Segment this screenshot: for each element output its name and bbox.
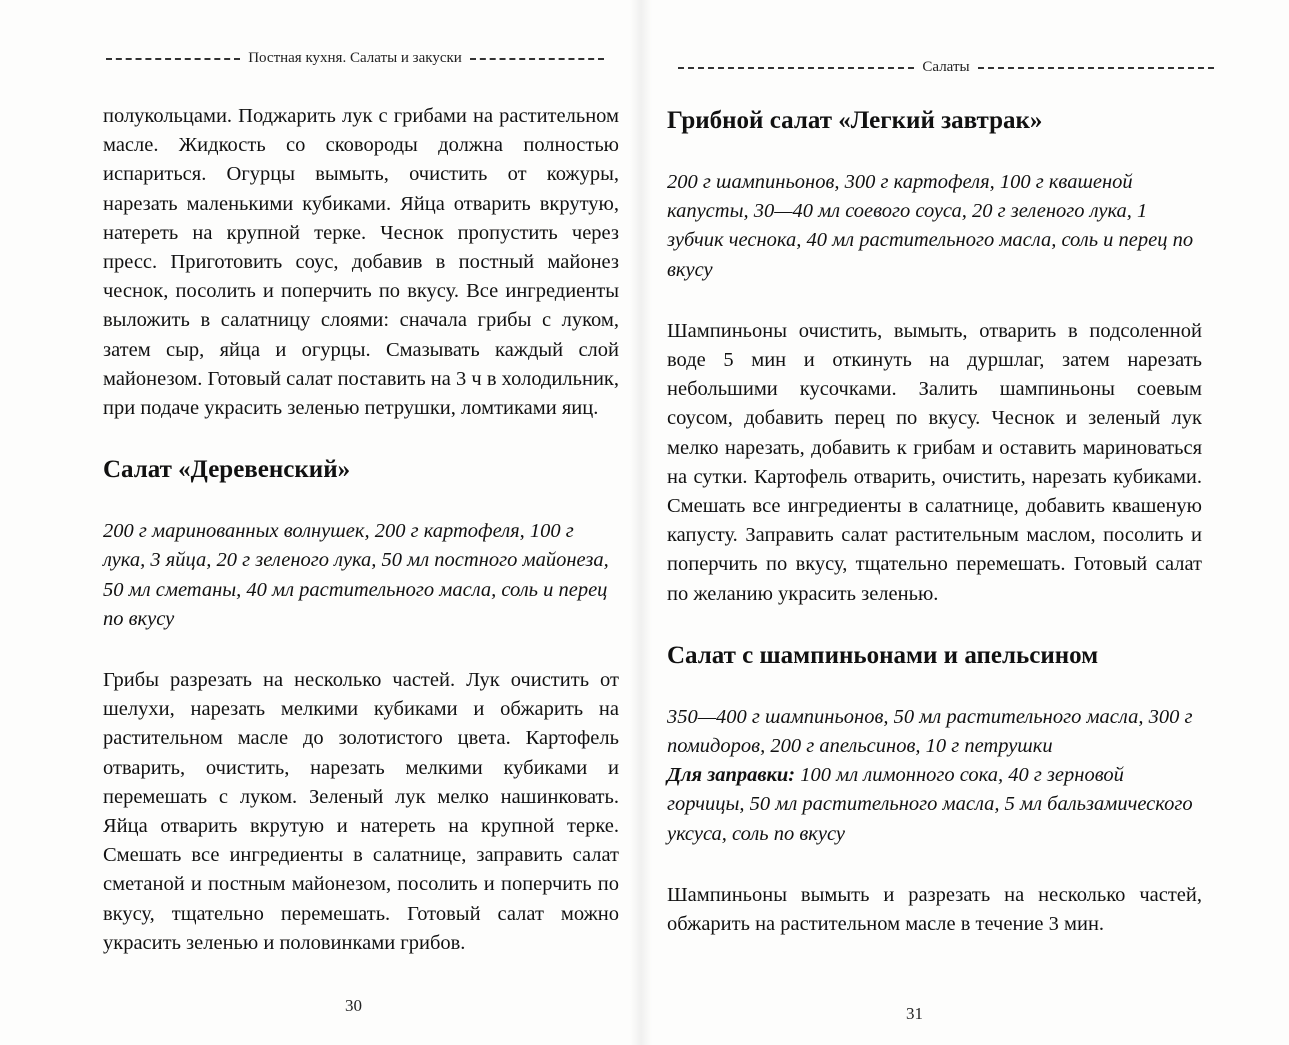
running-head-text: Постная кухня. Салаты и закуски — [248, 50, 462, 66]
ingredients-text: 350—400 г шампиньонов, 50 мл растительного масла, 300 г помидоров, 200 г апельсинов, 10 г петрушки — [667, 705, 1193, 758]
dash-rule — [470, 58, 604, 60]
right-page-content — [667, 106, 1202, 939]
recipe-method: Шампиньоны вымыть и разрезать на несколько частей, обжарить на растительном масле в течение 3 мин. — [667, 883, 1202, 936]
dressing-label: Для заправки: — [667, 764, 796, 787]
dressing-ingredients: 100 мл лимонного сока, 40 г зерновой горчицы, 50 мл растительного масла, 5 мл бальзамического уксуса, соль по вкусу — [667, 764, 1193, 845]
left-page — [0, 0, 640, 1045]
running-head-left — [106, 50, 604, 67]
page-number: 31 — [906, 1004, 923, 1023]
recipe-method: Грибы разрезать на несколько частей. Лук очистить от шелухи, нарезать мелкими кубиками и обжарить на растительном масле до золотистого цвета. Картофель отварить, очистить, нарезать мелкими кубиками и перемешать с луком. Зеленый лук мелко нашинковать. Яйца отварить вкрутую и натереть на крупной терке. Смешать все ингредиенты в салатнице, заправить салат сметаной и постным майонезом, посолить и поперчить по вкусу, тщательно перемешать. Готовый салат можно украсить зеленью и половинками грибов. — [103, 669, 619, 954]
running-head-text: Салаты — [922, 59, 970, 75]
recipe-ingredients — [667, 703, 1202, 849]
recipe-ingredients: 200 г шампиньонов, 300 г картофеля, 100 г квашеной капусты, 30—40 мл соевого соуса, 20 г зеленого лука, 1 зубчик чеснока, 40 мл растительного масла, соль и перец по вкусу — [667, 171, 1194, 281]
recipe-title: Салат с шампиньонами и апельсином — [667, 641, 1099, 669]
recipe-ingredients: 200 г маринованных волнушек, 200 г картофеля, 100 г лука, 3 яйца, 20 г зеленого лука, 50 мл постного майонеза, 50 мл сметаны, 40 мл растительного масла, соль и перец по вкусу — [103, 520, 609, 630]
dash-rule — [978, 67, 1214, 69]
continuation-paragraph: полукольцами. Поджарить лук с грибами на растительном масле. Жидкость со сковороды должна полностью испариться. Огурцы вымыть, очистить от кожуры, нарезать маленькими кубиками. Яйца отварить вкрутую, натереть на крупной терке. Чеснок пропустить через пресс. Приготовить соус, добавив в постный майонез чеснок, посолить и поперчить по вкусу. Все ингредиенты выложить в салатницу слоями: сначала грибы с луком, затем сыр, яйца и огурцы. Смазывать каждый слой майонезом. Готовый салат поставить на 3 ч в холодильник, при подаче украсить зеленью петрушки, ломтиками яиц. — [103, 105, 619, 420]
recipe-title: Грибной салат «Легкий завтрак» — [667, 107, 1043, 134]
dash-rule — [678, 67, 914, 69]
recipe-title: Салат «Деревенский» — [103, 456, 351, 484]
left-page-content — [103, 102, 619, 958]
right-page — [640, 0, 1289, 1045]
dash-rule — [106, 58, 240, 60]
recipe-method: Шампиньоны очистить, вымыть, отварить в подсоленной воде 5 мин и откинуть на дуршлаг, затем нарезать небольшими кусочками. Залить шампиньоны соевым соусом, добавить перец по вкусу. Чеснок и зеленый лук мелко нарезать, добавить к грибам и оставить мариноваться на сутки. Картофель отварить, очистить, нарезать кубиками. Смешать все ингредиенты в салатнице, добавить квашеную капусту. Заправить салат растительным маслом, посолить и поперчить по вкусу, тщательно перемешать. Готовый салат по желанию украсить зеленью. — [667, 319, 1202, 605]
running-head-right — [678, 59, 1214, 76]
page-number: 30 — [345, 996, 362, 1015]
